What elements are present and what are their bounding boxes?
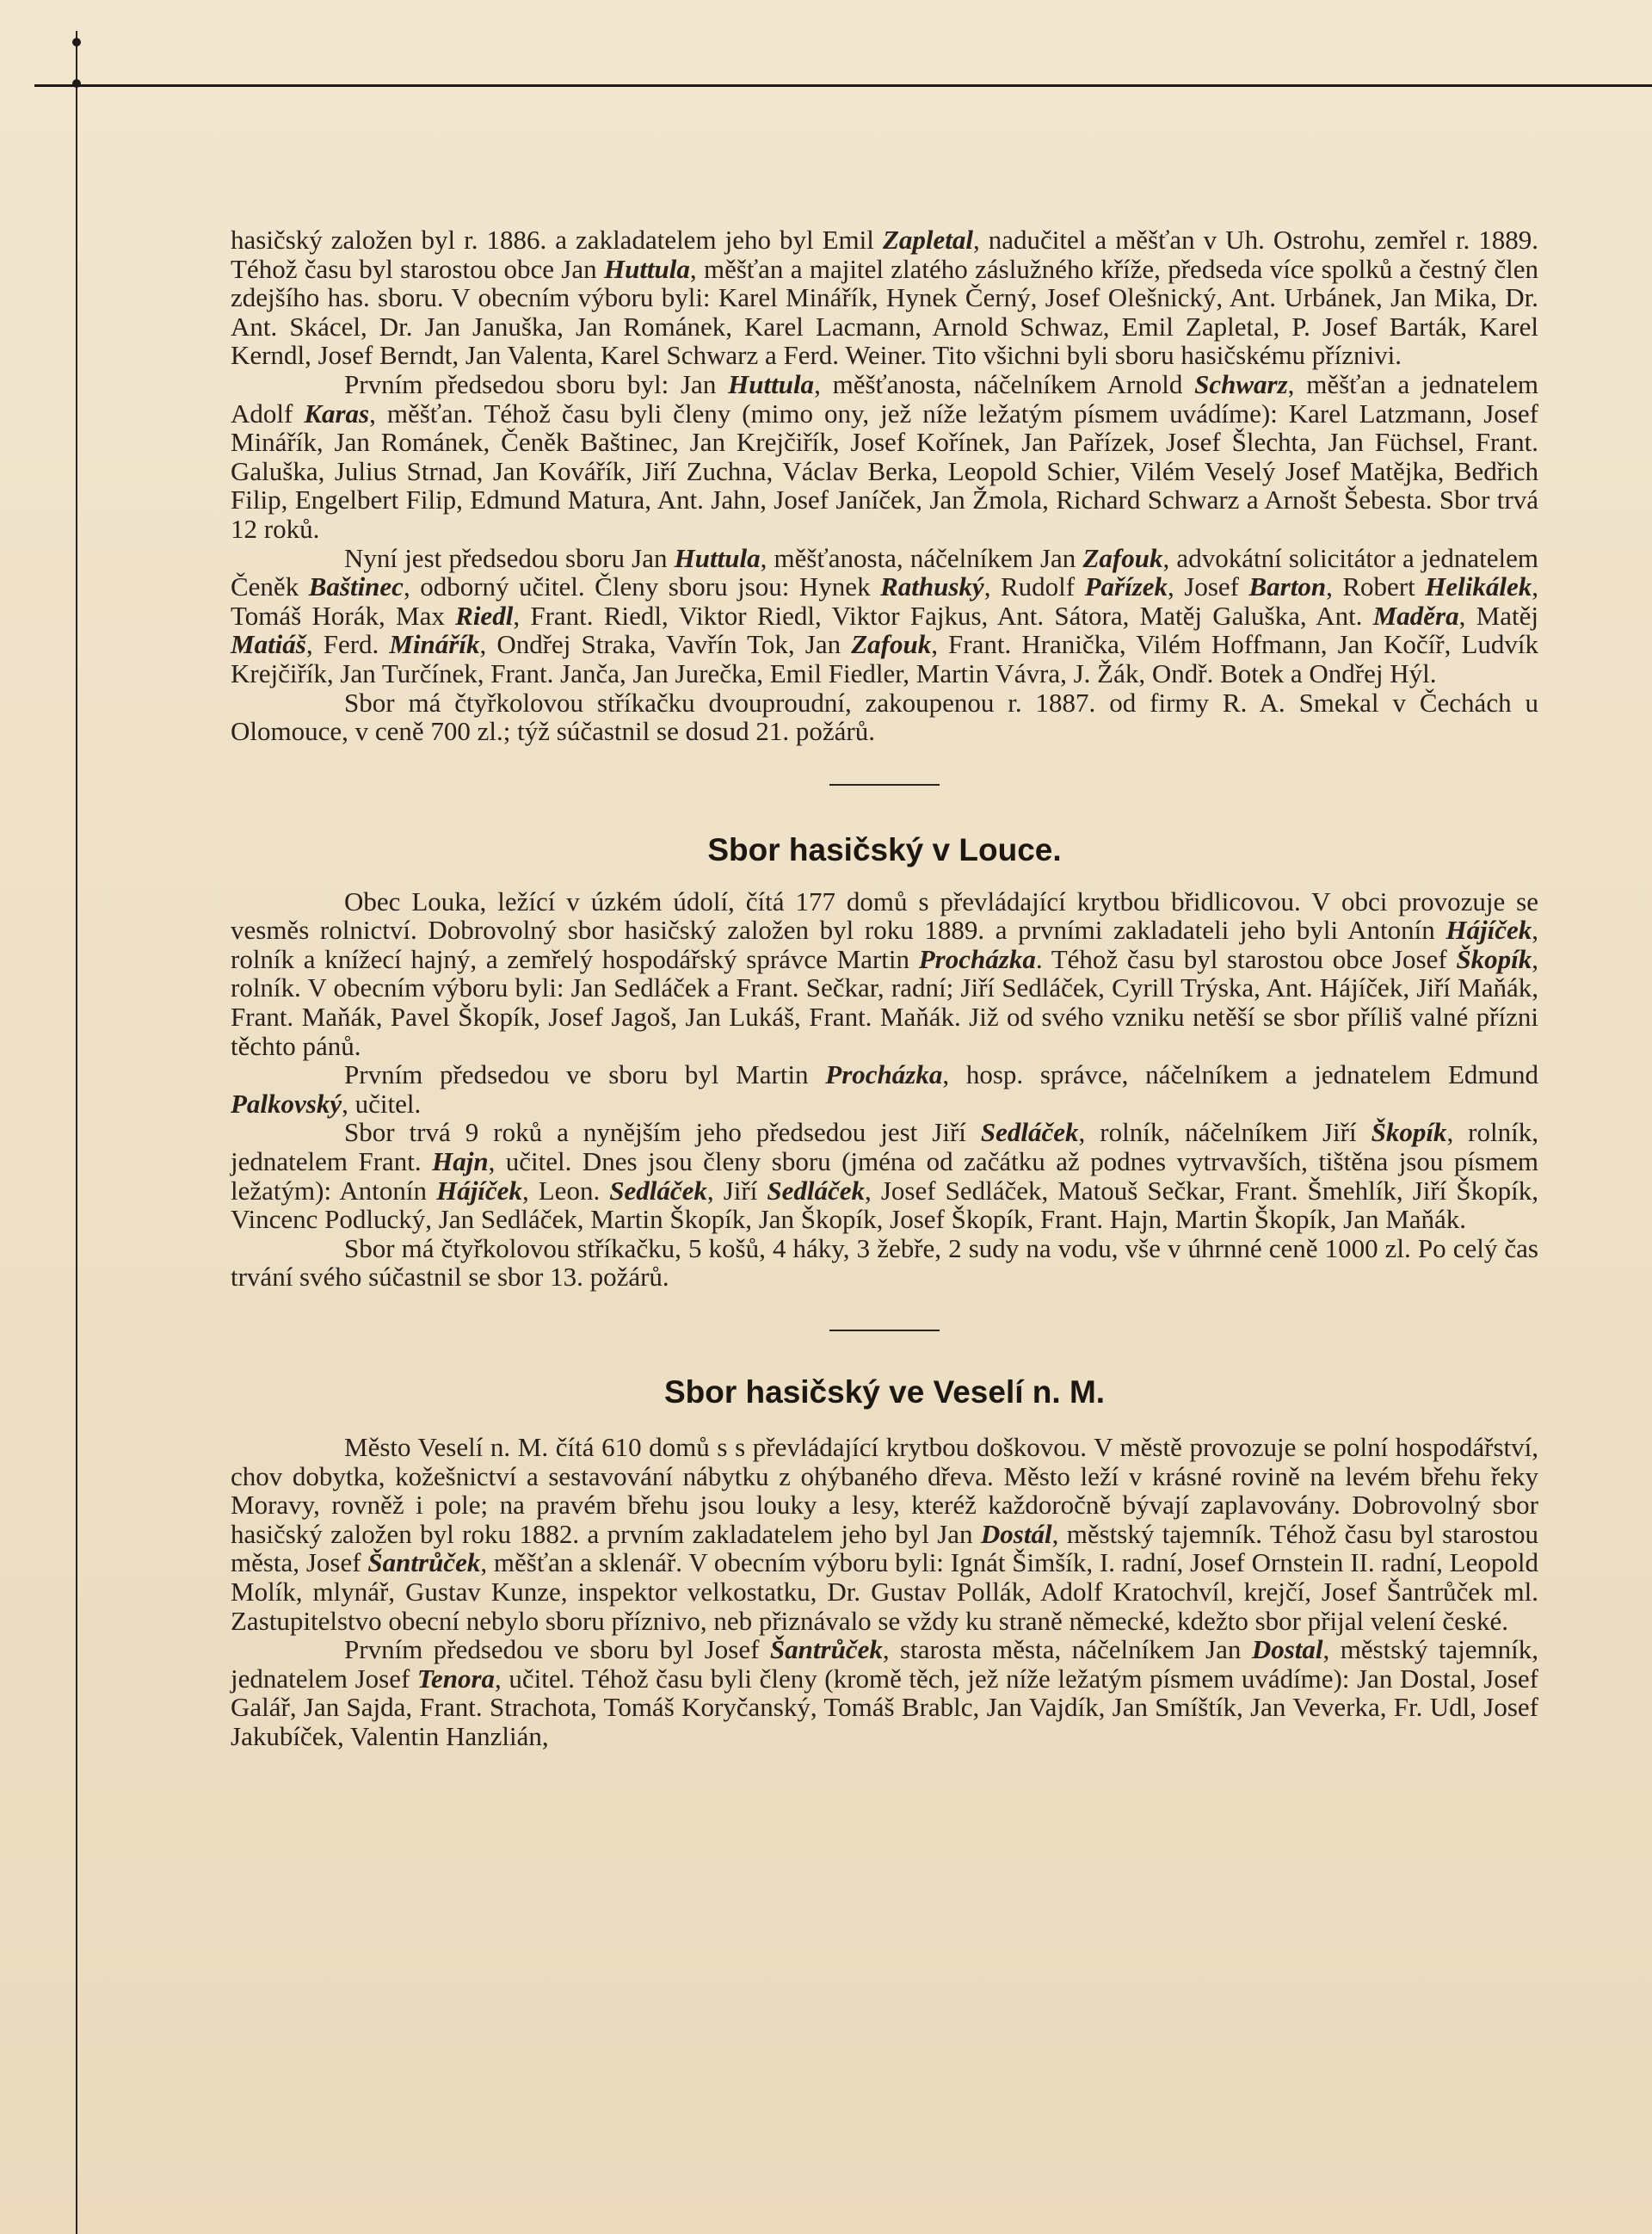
section-heading-veseli: Sbor hasičský ve Veselí n. M. xyxy=(663,1374,1106,1410)
section-heading-louka: Sbor hasičský v Louce. xyxy=(707,831,1062,867)
paragraph: Sbor má čtyřkolovou stříkačku, 5 košů, 4 háky, 3 žebře, 2 sudy na vodu, vše v úhrnné ceně 1000 zl. Po celý čas trvání svého súčastnil se sbor 13. požárů. xyxy=(231,1232,1538,1293)
text-column xyxy=(231,225,1538,1751)
section-divider xyxy=(829,784,940,786)
paragraph: Sbor má čtyřkolovou stříkačku dvouproudní, zakoupenou r. 1887. od firmy R. A. Smekal v Čechách u Olomouce, v ceně 700 zl.; týž súčastnil se dosud 21. požárů. xyxy=(231,687,1538,747)
paragraph: Prvním předsedou ve sboru byl Josef Šantrůček, starosta města, náčelníkem Jan Dostal, městský tajemník, jednatelem Josef Tenora, učitel. Téhož času byli členy (kromě těch, jež níže ležatým písmem uvádíme): Jan Dostal, Josef Galář, Jan Sajda, Frant. Strachota, Tomáš Koryčanský, Tomáš Brablc, Jan Vajdík, Jan Smíštík, Jan Veverka, Fr. Udl, Josef Jakubíček, Valentin Hanzlián, xyxy=(231,1634,1538,1751)
paragraph: Sbor trvá 9 roků a nynějším jeho předsedou jest Jiří Sedláček, rolník, náčelníkem Jiří Škopík, rolník, jednatelem Frant. Hajn, učitel. Dnes jsou členy sboru (jména od začátku až podnes vytrvavších, tištěna jsou písmem ležatým): Antonín Hájíček, Leon. Sedláček, Jiří Sedláček, Josef Sedláček, Matouš Sečkar, Frant. Šmehlík, Jiří Škopík, Vincenc Podlucký, Jan Sedláček, Martin Škopík, Jan Škopík, Josef Škopík, Frant. Hajn, Martin Škopík, Jan Maňák. xyxy=(231,1117,1538,1235)
left-border-rule xyxy=(76,31,77,2234)
corner-ornament-icon xyxy=(71,34,83,91)
paragraph: Prvním předsedou sboru byl: Jan Huttula, měšťanosta, náčelníkem Arnold Schwarz, měšťan a jednatelem Adolf Karas, měšťan. Téhož času byli členy (mimo ony, jež níže ležatým písmem uvádíme): Karel Latzmann, Josef Minářík, Jan Románek, Čeněk Baštinec, Jan Krejčiřík, Josef Kořínek, Jan Pařízek, Josef Šlechta, Jan Füchsel, Frant. Galuška, Julius Strnad, Jan Kovářík, Jiří Zuchna, Václav Berka, Leopold Schier, Vilém Veselý Josef Matějka, Bedřich Filip, Engelbert Filip, Edmund Matura, Ant. Jahn, Josef Janíček, Jan Žmola, Richard Schwarz a Arnošt Šebesta. Sbor trvá 12 roků. xyxy=(231,368,1538,544)
top-border-rule xyxy=(34,84,1652,87)
paragraph: Obec Louka, ležící v úzkém údolí, čítá 177 domů s převládající krytbou břidlicovou. V obci provozuje se vesměs rolnictví. Dobrovolný sbor hasičský založen byl roku 1889. a prvními zakladateli jeho byli Antonín Hájíček, rolník a knížecí hajný, a zemřelý hospodářský správce Martin Procházka. Téhož času byl starostou obce Josef Škopík, rolník. V obecním výboru byli: Jan Sedláček a Frant. Sečkar, radní; Jiří Sedláček, Cyrill Trýska, Ant. Hájíček, Jiří Maňák, Frant. Maňák, Pavel Škopík, Josef Jagoš, Jan Lukáš, Frant. Maňák. Již od svého vzniku netěší se sbor příliš valné přízni těchto pánů. xyxy=(231,886,1538,1061)
section-divider xyxy=(829,1330,940,1331)
paragraph: Nyní jest předsedou sboru Jan Huttula, měšťanosta, náčelníkem Jan Zafouk, advokátní solicitátor a jednatelem Čeněk Baštinec, odborný učitel. Členy sboru jsou: Hynek Rathuský, Rudolf Pařízek, Josef Barton, Robert Helikálek, Tomáš Horák, Max Riedl, Frant. Riedl, Viktor Riedl, Viktor Fajkus, Ant. Sátora, Matěj Galuška, Ant. Maděra, Matěj Matiáš, Ferd. Minářík, Ondřej Straka, Vavřín Tok, Jan Zafouk, Frant. Hranička, Vilém Hoffmann, Jan Kočíř, Ludvík Krejčiřík, Jan Turčínek, Frant. Janča, Jan Jurečka, Emil Fiedler, Martin Vávra, J. Žák, Ondř. Botek a Ondřej Hýl. xyxy=(231,542,1539,688)
paragraph: Město Veselí n. M. čítá 610 domů s s převládající krytbou doškovou. V městě provozuje se polní hospodářství, chov dobytka, kožešnictví a sestavování nábytku z ohýbaného dřeva. Město leží v krásné rovině na levém břehu řeky Moravy, rovněž i pole; na pravém břehu jsou louky a lesy, kteréž každoročně bývají zaplavovány. Dobrovolný sbor hasičský založen byl roku 1882. a prvním zakladatelem jeho byl Jan Dostál, městský tajemník. Téhož času byl starostou města, Josef Šantrůček, měšťan a sklenář. V obecním výboru byli: Ignát Šimšík, I. radní, Josef Ornstein II. radní, Leopold Molík, mlynář, Gustav Kunze, inspektor velkostatku, Dr. Gustav Pollák, Adolf Kratochvíl, krejčí, Josef Šantrůček ml. Zastupitelstvo obecní nebylo sboru příznivo, neb přiznávalo se vždy ku straně německé, kdežto sbor přijal velení české. xyxy=(231,1432,1539,1636)
paragraph: Prvním předsedou ve sboru byl Martin Procházka, hosp. správce, náčelníkem a jednatelem Edmund Palkovský, učitel. xyxy=(231,1059,1538,1119)
paragraph: hasičský založen byl r. 1886. a zakladatelem jeho byl Emil Zapletal, nadučitel a měšťan v Uh. Ostrohu, zemřel r. 1889. Téhož času byl starostou obce Jan Huttula, měšťan a majitel zlatého záslužného kříže, předseda více spolků a čestný člen zdejšího has. sboru. V obecním výboru byli: Karel Minářík, Hynek Černý, Josef Olešnický, Ant. Urbánek, Jan Mika, Dr. Ant. Skácel, Dr. Jan Januška, Jan Románek, Karel Lacmann, Arnold Schwaz, Emil Zapletal, P. Josef Barták, Karel Kerndl, Josef Berndt, Jan Valenta, Karel Schwarz a Ferd. Weiner. Tito všichni byli sboru hasičskému příznivi. xyxy=(231,225,1539,371)
